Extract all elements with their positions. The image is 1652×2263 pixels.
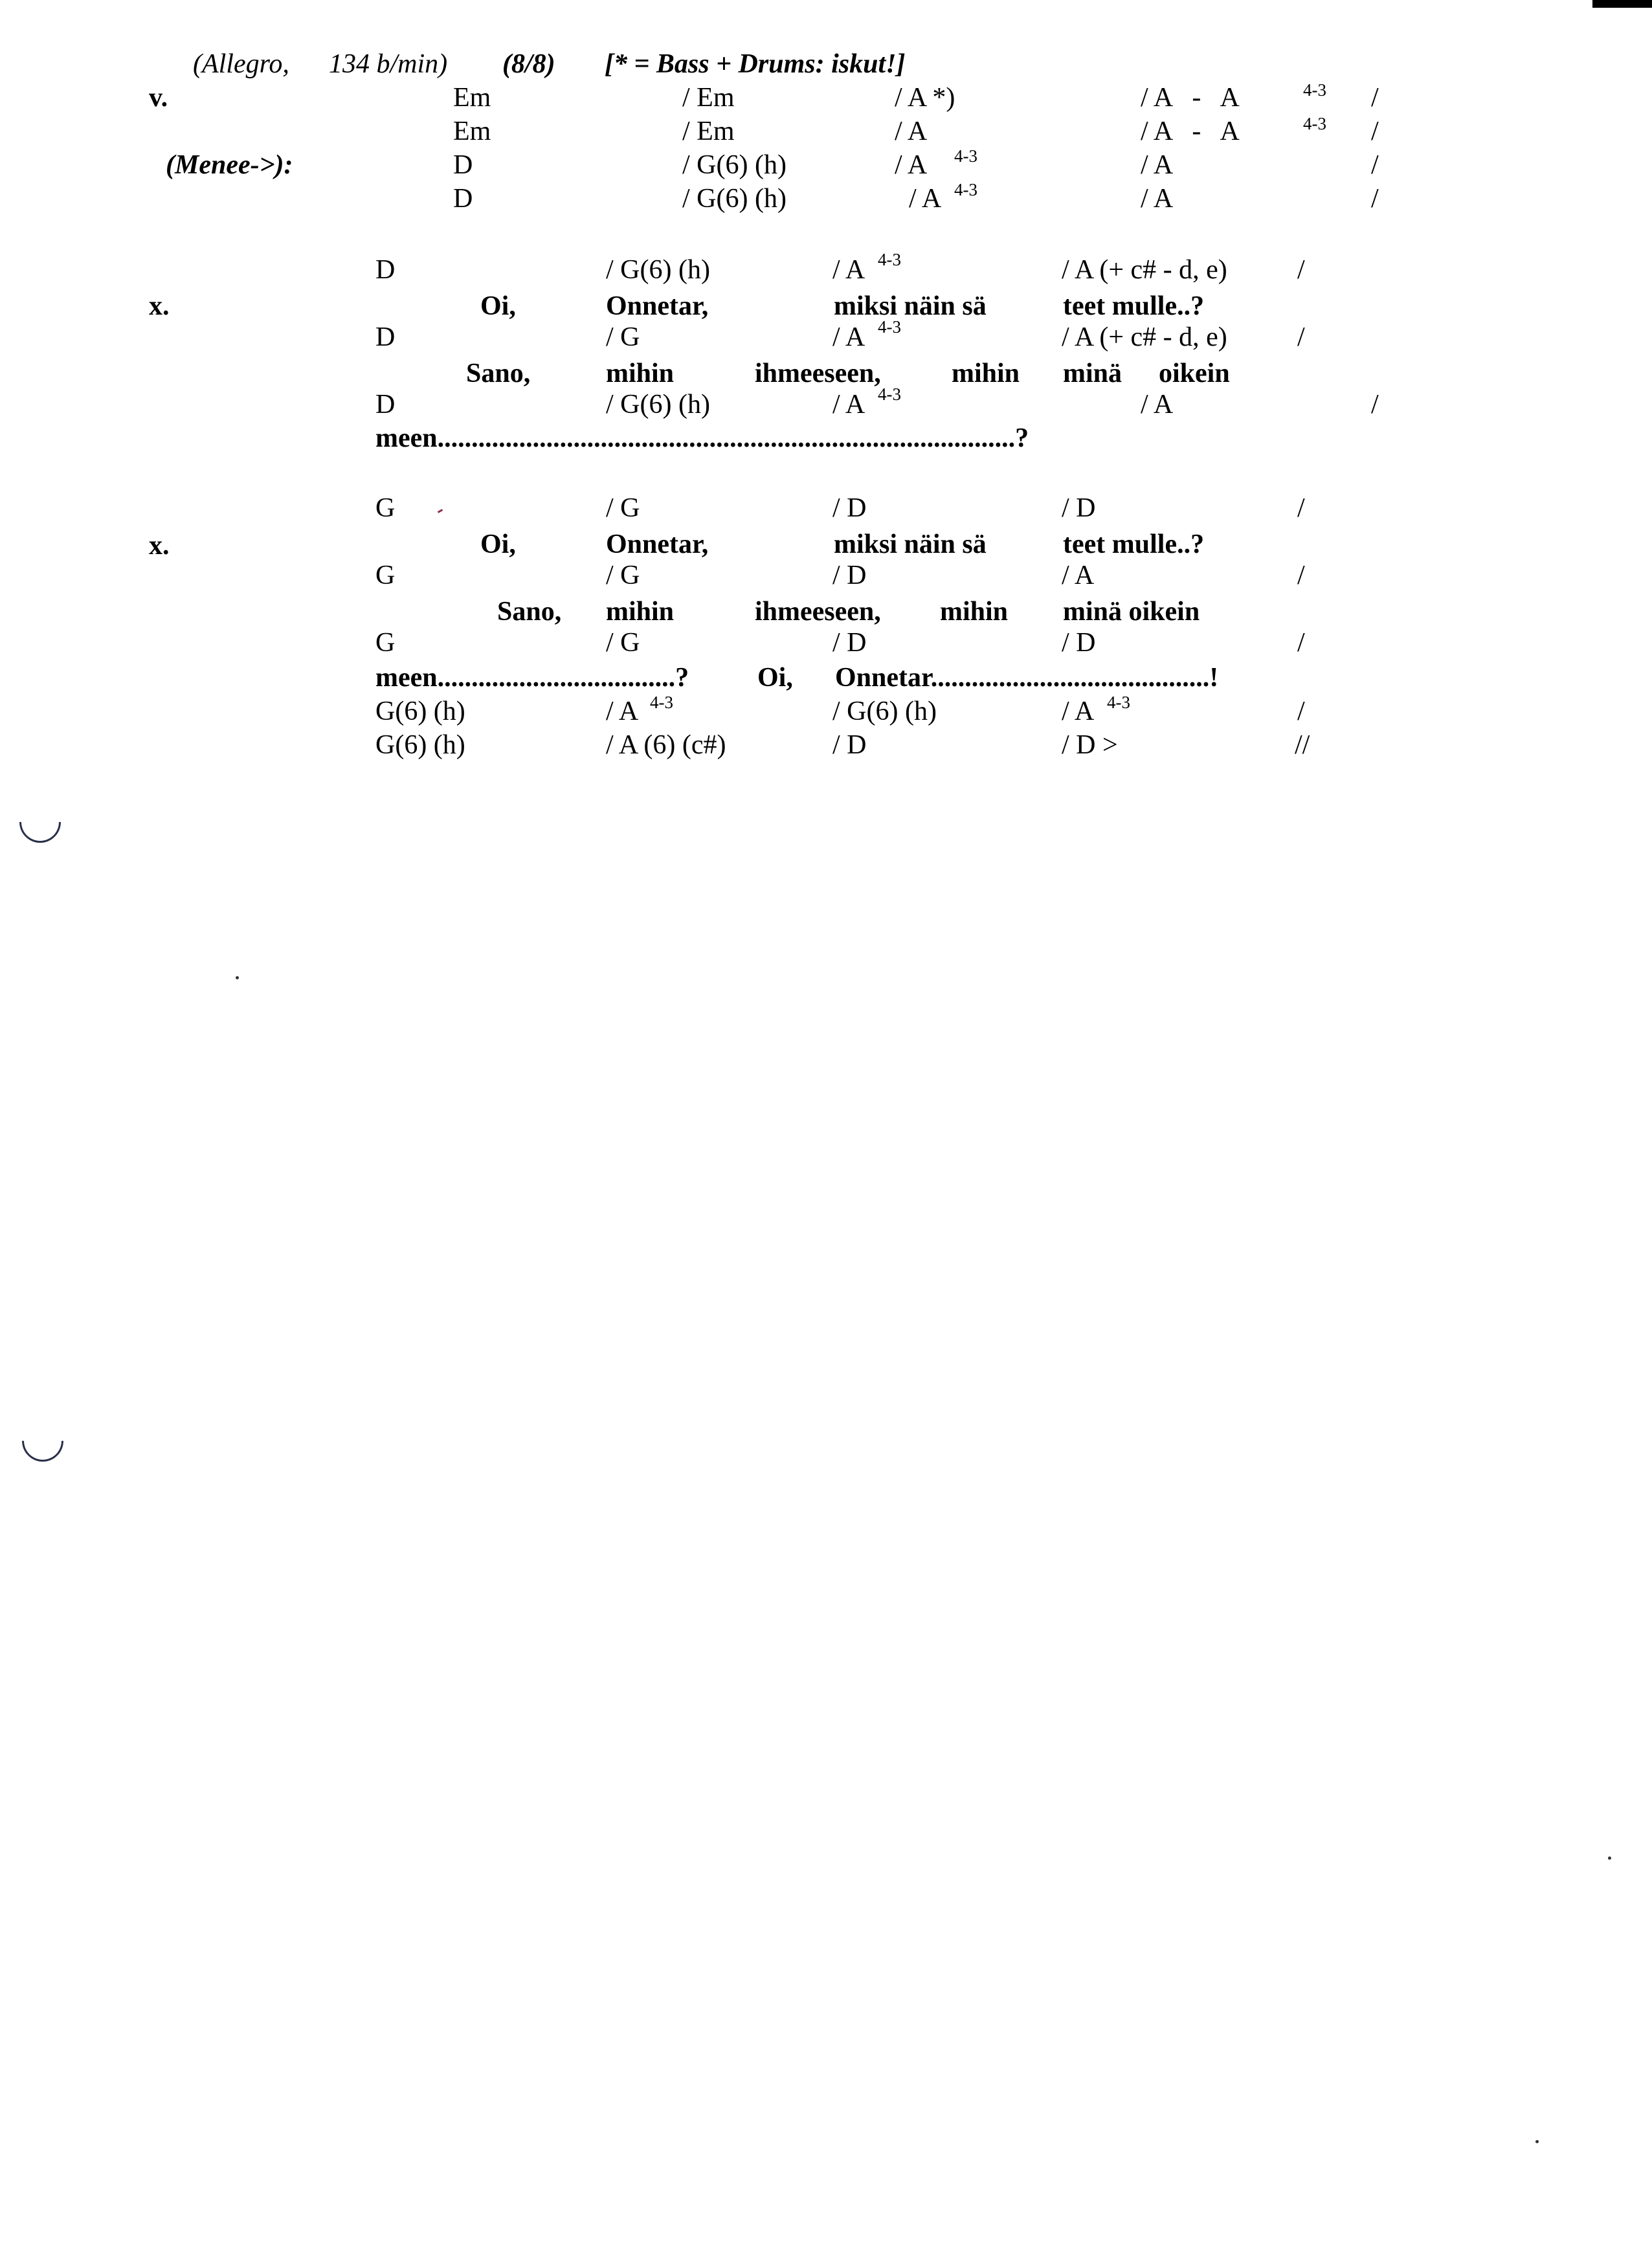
bar-line: / bbox=[1297, 322, 1305, 352]
verse-label: v. bbox=[149, 83, 168, 113]
bar-line: / bbox=[1297, 255, 1305, 285]
chord: Em bbox=[453, 83, 491, 113]
scan-speck bbox=[236, 976, 239, 979]
chord: / D bbox=[832, 730, 867, 760]
lyric: miksi näin sä bbox=[834, 530, 987, 559]
lyric: miksi näin sä bbox=[834, 291, 987, 321]
chord: / G(6) (h) bbox=[682, 184, 787, 214]
lyric: Onnetar, bbox=[606, 530, 709, 559]
chord: / Em bbox=[682, 117, 735, 146]
chord: / A (6) (c#) bbox=[606, 730, 726, 760]
lyric: mihin bbox=[606, 359, 675, 388]
chord: / A bbox=[895, 150, 928, 180]
bar-line: / bbox=[1371, 184, 1379, 214]
chord: / G bbox=[606, 628, 640, 658]
chord: / A bbox=[1062, 561, 1095, 590]
tempo-label: (Allegro, bbox=[193, 49, 289, 79]
bar-line: / bbox=[1297, 493, 1305, 523]
chord: / A bbox=[832, 255, 865, 285]
lyric: mihin bbox=[952, 359, 1020, 388]
instrument-note: [* = Bass + Drums: iskut!] bbox=[605, 49, 906, 79]
chord: / Em bbox=[682, 83, 735, 113]
chord: / A bbox=[1141, 150, 1174, 180]
chord: / D bbox=[832, 628, 867, 658]
chord: / A - A bbox=[1141, 117, 1240, 146]
lyric: ihmeeseen, bbox=[755, 359, 881, 388]
lyric: Oi, bbox=[757, 663, 793, 693]
menee-label: (Menee->): bbox=[166, 150, 293, 180]
chord: / G(6) (h) bbox=[682, 150, 787, 180]
ink-mark bbox=[438, 509, 443, 513]
scan-corner-mark bbox=[1592, 0, 1652, 8]
chord: / D > bbox=[1062, 730, 1118, 760]
lyric: oikein bbox=[1159, 359, 1230, 388]
chord: / A bbox=[606, 697, 639, 726]
chord: / A (+ c# - d, e) bbox=[1062, 322, 1227, 352]
punch-hole-mark bbox=[14, 1412, 73, 1471]
bpm-label: 134 b/min) bbox=[329, 49, 448, 79]
chord: / G bbox=[606, 322, 640, 352]
lyric: teet mulle..? bbox=[1063, 291, 1205, 321]
bar-line: / bbox=[1297, 628, 1305, 658]
chord: / D bbox=[1062, 628, 1096, 658]
chord: G(6) (h) bbox=[375, 697, 465, 726]
scan-speck bbox=[1535, 2140, 1539, 2143]
sus-marker: 4-3 bbox=[1303, 80, 1326, 100]
lyric: teet mulle..? bbox=[1063, 530, 1205, 559]
chord: / A (+ c# - d, e) bbox=[1062, 255, 1227, 285]
chord: D bbox=[375, 255, 396, 285]
sus-marker: 4-3 bbox=[878, 317, 901, 337]
lyric: Sano, bbox=[466, 359, 531, 388]
scan-speck bbox=[1608, 1856, 1611, 1860]
chord: / D bbox=[1062, 493, 1096, 523]
lyric: mihin bbox=[940, 597, 1009, 627]
chord: / A bbox=[832, 390, 865, 419]
chord: / G(6) (h) bbox=[606, 390, 710, 419]
sus-marker: 4-3 bbox=[1303, 114, 1326, 133]
lyric: minä bbox=[1063, 359, 1122, 388]
chord: / D bbox=[832, 493, 867, 523]
chord: Em bbox=[453, 117, 491, 146]
chord: / A bbox=[832, 322, 865, 352]
lyric: Sano, bbox=[497, 597, 562, 627]
chord: / D bbox=[832, 561, 867, 590]
chorus-label: x. bbox=[149, 531, 170, 561]
chord: / A bbox=[1062, 697, 1095, 726]
chord: D bbox=[453, 150, 473, 180]
punch-hole-mark bbox=[11, 793, 70, 852]
chord: / G(6) (h) bbox=[606, 255, 710, 285]
bar-line: / bbox=[1371, 150, 1379, 180]
chord: / A bbox=[1141, 184, 1174, 214]
lyric: ihmeeseen, bbox=[755, 597, 881, 627]
bar-line: / bbox=[1371, 117, 1379, 146]
lyric: Oi, bbox=[480, 291, 516, 321]
meter-label: (8/8) bbox=[502, 49, 555, 79]
sus-marker: 4-3 bbox=[1107, 693, 1130, 712]
bar-line: / bbox=[1371, 83, 1379, 113]
sus-marker: 4-3 bbox=[878, 250, 901, 269]
chord: / G(6) (h) bbox=[832, 697, 937, 726]
lyric: Onnetar, bbox=[606, 291, 709, 321]
chord: G bbox=[375, 561, 396, 590]
bar-line: / bbox=[1297, 561, 1305, 590]
chord: / A bbox=[895, 117, 928, 146]
chord: / A - A bbox=[1141, 83, 1240, 113]
sus-marker: 4-3 bbox=[878, 385, 901, 404]
lyric: Onnetar.........................................! bbox=[835, 663, 1219, 693]
bar-line: / bbox=[1371, 390, 1379, 419]
lyric: Oi, bbox=[480, 530, 516, 559]
sus-marker: 4-3 bbox=[650, 693, 673, 712]
chord: D bbox=[375, 390, 396, 419]
chorus-label: x. bbox=[149, 291, 170, 321]
chord: / A bbox=[1141, 390, 1174, 419]
lyric: mihin bbox=[606, 597, 675, 627]
sus-marker: 4-3 bbox=[954, 180, 977, 199]
lyric: minä oikein bbox=[1063, 597, 1200, 627]
chord: / A bbox=[909, 184, 942, 214]
bar-line: / bbox=[1297, 697, 1305, 726]
lyric: meen...................................? bbox=[375, 663, 689, 693]
chord: G bbox=[375, 628, 396, 658]
chord: / G bbox=[606, 561, 640, 590]
lyric-ending: meen.....................................................................................? bbox=[375, 423, 1029, 453]
chord: G bbox=[375, 493, 396, 523]
chord: D bbox=[375, 322, 396, 352]
chord: D bbox=[453, 184, 473, 214]
sus-marker: 4-3 bbox=[954, 146, 977, 166]
chord: / A *) bbox=[895, 83, 955, 113]
chord: / G bbox=[606, 493, 640, 523]
chord: G(6) (h) bbox=[375, 730, 465, 760]
final-bar-line: // bbox=[1295, 730, 1310, 760]
